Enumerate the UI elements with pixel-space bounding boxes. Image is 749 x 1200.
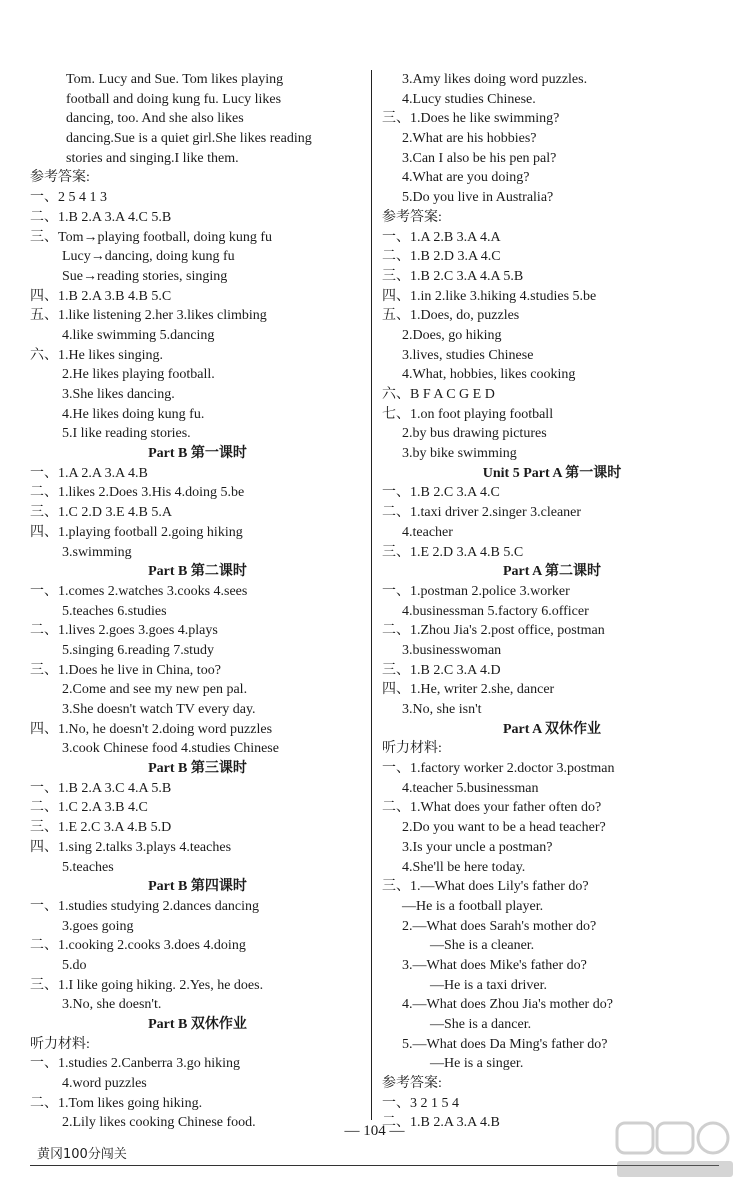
answer-line: 参考答案: <box>382 209 442 225</box>
answer-line: 2.Do you want to be a head teacher? <box>402 820 606 836</box>
answer-line: 三、1.B 2.C 3.A 4.D <box>382 662 501 678</box>
answer-line: —She is a cleaner. <box>430 938 535 954</box>
answer-line: 三、1.Does he live in China, too? <box>30 662 221 678</box>
answer-line: 七、1.on foot playing football <box>382 406 554 422</box>
answer-line: 二、1.cooking 2.cooks 3.does 4.doing <box>30 938 246 954</box>
answer-line: 六、B F A C G E D <box>382 387 495 402</box>
answer-line: 一、1.B 2.A 3.C 4.A 5.B <box>30 780 172 796</box>
answer-line: 三、1.I like going hiking. 2.Yes, he does. <box>30 977 264 993</box>
answer-line: 3.swimming <box>62 544 132 560</box>
answer-line: 四、1.B 2.A 3.B 4.B 5.C <box>30 288 172 304</box>
section-heading: Part A 第二课时 <box>503 564 601 580</box>
answer-line: 4.businessman 5.factory 6.officer <box>402 603 589 619</box>
answer-line: 四、1.sing 2.talks 3.plays 4.teaches <box>30 839 232 855</box>
answer-line: 3.Amy likes doing word puzzles. <box>402 72 588 87</box>
answer-line: 二、1.likes 2.Does 3.His 4.doing 5.be <box>30 485 245 501</box>
answer-line: stories and singing.I like them. <box>66 150 239 166</box>
answer-line: 六、1.He likes singing. <box>30 347 163 363</box>
answer-line: —He is a taxi driver. <box>430 977 548 993</box>
answer-line: 4.She'll be here today. <box>402 859 526 875</box>
answer-line: football and doing kung fu. Lucy likes <box>66 91 282 107</box>
answer-line: 二、1.taxi driver 2.singer 3.cleaner <box>382 505 582 521</box>
answer-line: 四、1.He, writer 2.she, dancer <box>382 682 555 698</box>
answer-line: 3.lives, studies Chinese <box>402 347 534 363</box>
answer-line: 3.She likes dancing. <box>62 387 175 402</box>
watermark-logo <box>615 1119 735 1186</box>
answer-line: 参考答案: <box>382 1076 442 1092</box>
answer-line: 2.He likes playing football. <box>62 367 215 383</box>
answer-line: 3.—What does Mike's father do? <box>402 957 587 973</box>
answer-line: 二、1.B 2.A 3.A 4.B <box>382 1115 500 1131</box>
answer-line: 三、1.E 2.C 3.A 4.B 5.D <box>30 820 172 836</box>
answer-line: 一、1.studies 2.Canberra 3.go hiking <box>30 1056 240 1072</box>
answer-line: 5.singing 6.reading 7.study <box>62 642 215 658</box>
answer-line: 一、2 5 4 1 3 <box>30 190 107 206</box>
answer-line: 3.cook Chinese food 4.studies Chinese <box>62 741 279 757</box>
answer-line: 三、Tom→playing football, doing kung fu <box>30 229 273 245</box>
answer-line: 一、1.studies studying 2.dances dancing <box>30 898 260 914</box>
answer-line: 二、1.What does your father often do? <box>382 800 602 816</box>
answer-line: 5.teaches 6.studies <box>62 603 167 619</box>
answer-line: 一、3 2 1 5 4 <box>382 1095 459 1111</box>
section-heading: Part B 第四课时 <box>148 879 247 895</box>
answer-line: 4.teacher 5.businessman <box>402 780 539 796</box>
answer-line: dancing.Sue is a quiet girl.She likes reading <box>66 131 312 147</box>
answer-line: 二、1.lives 2.goes 3.goes 4.plays <box>30 623 218 639</box>
answer-line: 4.He likes doing kung fu. <box>62 406 205 422</box>
answer-line: 五、1.Does, do, puzzles <box>382 308 520 324</box>
answer-line: 二、1.Tom likes going hiking. <box>30 1095 203 1111</box>
answer-line: dancing, too. And she also likes <box>66 111 244 127</box>
column-divider <box>371 70 372 1120</box>
answer-line: 4.word puzzles <box>62 1076 147 1092</box>
answer-line: 三、1.C 2.D 3.E 4.B 5.A <box>30 505 172 521</box>
answer-line: 四、1.No, he doesn't 2.doing word puzzles <box>30 721 273 737</box>
answer-line: 3.She doesn't watch TV every day. <box>62 702 256 717</box>
answer-line: 5.—What does Da Ming's father do? <box>402 1036 608 1052</box>
answer-line: Tom. Lucy and Sue. Tom likes playing <box>66 72 284 87</box>
answer-line: 3.goes going <box>62 918 134 934</box>
answer-line: 四、1.playing football 2.going hiking <box>30 524 243 540</box>
answer-line: 5.I like reading stories. <box>62 426 191 442</box>
answer-line: —She is a dancer. <box>430 1017 532 1032</box>
answer-line: 4.—What does Zhou Jia's mother do? <box>402 997 613 1013</box>
answer-line: Sue→reading stories, singing <box>62 268 228 284</box>
answer-line: 3.by bike swimming <box>402 446 517 462</box>
section-heading: Unit 5 Part A 第一课时 <box>482 465 622 481</box>
answer-line: 一、1.B 2.C 3.A 4.C <box>382 485 500 501</box>
answer-line: —He is a football player. <box>402 898 544 914</box>
answer-line: 三、1.E 2.D 3.A 4.B 5.C <box>382 544 524 560</box>
answer-line: 一、1.postman 2.police 3.worker <box>382 583 570 599</box>
answer-line: 4.like swimming 5.dancing <box>62 327 215 343</box>
right-column <box>382 70 722 1133</box>
answer-line: 一、1.A 2.A 3.A 4.B <box>30 465 148 481</box>
answer-line: 3.Can I also be his pen pal? <box>402 150 557 166</box>
answer-line: 参考答案: <box>30 170 90 186</box>
answer-line: 4.teacher <box>402 524 453 540</box>
answer-line: 四、1.in 2.like 3.hiking 4.studies 5.be <box>382 288 597 304</box>
answer-line: 五、1.like listening 2.her 3.likes climbing <box>30 308 267 324</box>
section-heading: Part B 第二课时 <box>148 564 247 580</box>
section-heading: Part A 双休作业 <box>503 721 601 737</box>
answer-line: 2.Does, go hiking <box>402 327 502 343</box>
answer-line: 听力材料: <box>30 1036 90 1052</box>
answer-line: 3.No, she isn't <box>402 702 482 717</box>
answer-line: 4.Lucy studies Chinese. <box>402 91 536 107</box>
answer-line: 二、1.C 2.A 3.B 4.C <box>30 800 148 816</box>
answer-line: 4.What, hobbies, likes cooking <box>402 367 576 383</box>
watermark-icon <box>615 1119 735 1181</box>
page-number: — 104 — <box>344 1123 405 1139</box>
footer-title: 黄冈100分闯关 <box>37 1147 127 1162</box>
answer-line: 三、1.—What does Lily's father do? <box>382 879 589 895</box>
answer-line: 2.What are his hobbies? <box>402 131 537 147</box>
answer-line: 3.businesswoman <box>402 642 502 658</box>
answer-line: 二、1.B 2.D 3.A 4.C <box>382 249 501 265</box>
answer-line: 一、1.A 2.B 3.A 4.A <box>382 229 501 245</box>
answer-line: 5.teaches <box>62 859 114 875</box>
answer-line: 二、1.B 2.A 3.A 4.C 5.B <box>30 209 172 225</box>
answer-line: 4.What are you doing? <box>402 170 530 186</box>
answer-line: —He is a singer. <box>430 1056 524 1072</box>
answer-line: 2.Come and see my new pen pal. <box>62 682 248 698</box>
answer-line: 三、1.B 2.C 3.A 4.A 5.B <box>382 268 524 284</box>
answer-line: 5.Do you live in Australia? <box>402 190 554 206</box>
answer-line: 一、1.factory worker 2.doctor 3.postman <box>382 761 615 777</box>
answer-line: Lucy→dancing, doing kung fu <box>62 249 235 265</box>
answer-line: 三、1.Does he like swimming? <box>382 111 560 127</box>
section-heading: Part B 双休作业 <box>148 1017 247 1032</box>
answer-line: 二、1.Zhou Jia's 2.post office, postman <box>382 623 605 639</box>
section-heading: Part B 第三课时 <box>148 761 247 777</box>
answer-line: 2.Lily likes cooking Chinese food. <box>62 1115 256 1131</box>
left-column <box>30 70 365 1133</box>
answer-line: 2.—What does Sarah's mother do? <box>402 918 597 934</box>
answer-line: 听力材料: <box>382 741 442 757</box>
section-heading: Part B 第一课时 <box>148 446 247 462</box>
answer-line: 3.Is your uncle a postman? <box>402 839 553 855</box>
answer-line: 3.No, she doesn't. <box>62 997 162 1013</box>
answer-line: 一、1.comes 2.watches 3.cooks 4.sees <box>30 583 248 599</box>
answer-line: 2.by bus drawing pictures <box>402 426 547 442</box>
answer-line: 5.do <box>62 957 87 973</box>
